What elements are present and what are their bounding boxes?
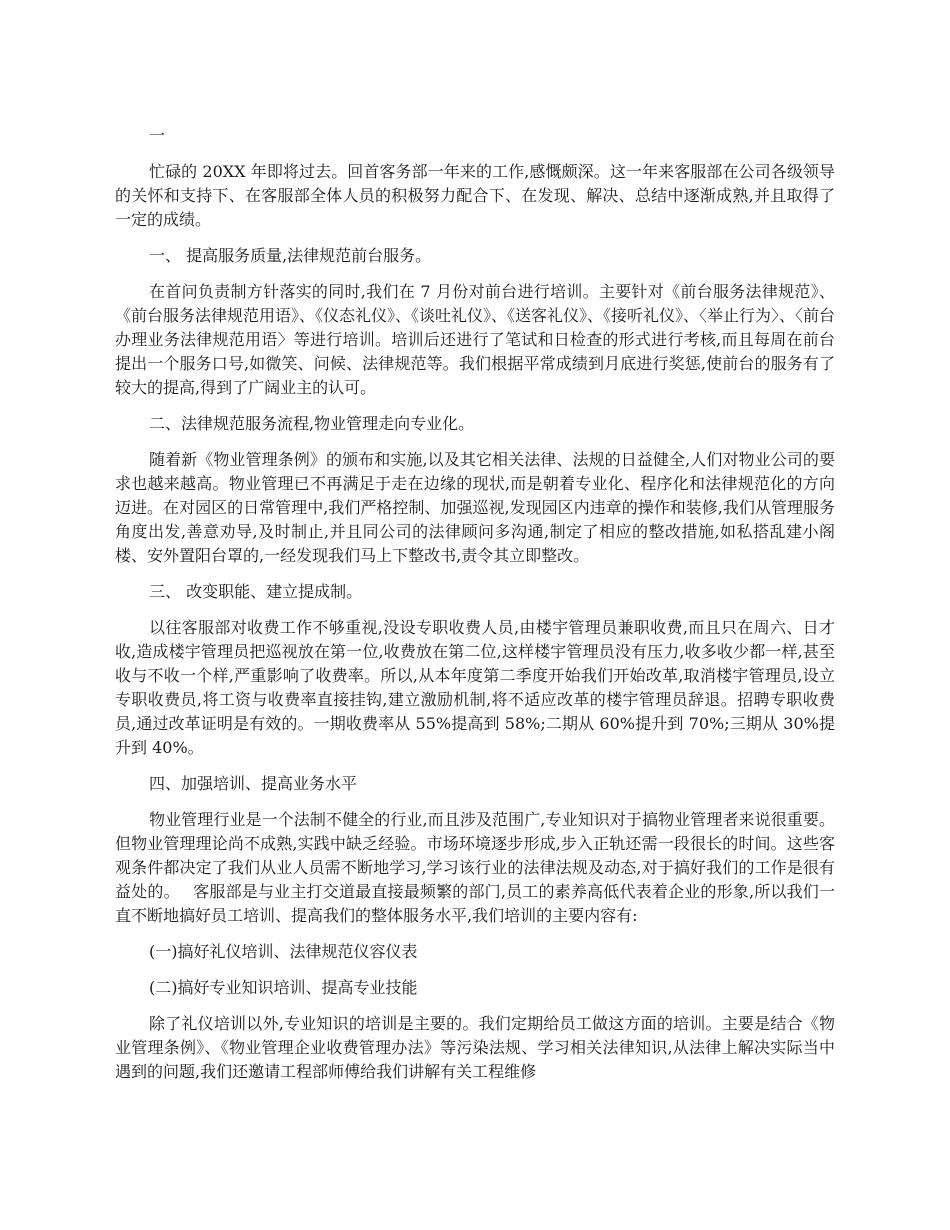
list-item-etiquette-training: (一)搞好礼仪培训、法律规范仪容仪表 [149, 942, 418, 961]
paragraph-training-importance: 物业管理行业是一个法制不健全的行业,而且涉及范围广,专业知识对于搞物业管理者来说很重要。但物业管理理论尚不成熟,实践中缺乏经验。市场环境逐步形成,步入正轨还需一段很长的时间。这些客观条件都决定了我们从业人员需不断地学习,学习该行业的法律法规及动态,对于搞好我们的工作是很有益处的。 客服部是与业主打交道最直接最频繁的部门,员工的素养高低代表着企业的形象,所以我们一直不断地搞好员工培训、提高我们的整体服务水平,我们培训的主要内容有: [115, 810, 835, 925]
heading-section-3: 三、 改变职能、建立提成制。 [149, 582, 363, 601]
intro-paragraph: 忙碌的 20XX 年即将过去。回首客务部一年来的工作,感慨颇深。这一年来客服部在公司各级领导的关怀和支持下、在客服部全体人员的积极努力配合下、在发现、解决、总结中逐渐成熟,并且取得了一定的成绩。 [115, 162, 835, 229]
section-number: 一 [149, 126, 166, 145]
heading-section-4: 四、加强培训、提高业务水平 [149, 774, 358, 793]
paragraph-front-desk-training: 在首问负责制方针落实的同时,我们在 7 月份对前台进行培训。主要针对《前台服务法律规范》、《前台服务法律规范用语》、《仪态礼仪》、《谈吐礼仪》、《送客礼仪》、《接听礼仪》、〈举止行为〉、〈前台办理业务法律规范用语〉等进行培训。培训后还进行了笔试和日检查的形式进行考核,而且每周在前台提出一个服务口号,如微笑、问候、法律规范等。我们根据平常成绩到月底进行奖惩,使前台的服务有了较大的提高,得到了广阔业主的认可。 [115, 282, 836, 397]
paragraph-fee-reform: 以往客服部对收费工作不够重视,没设专职收费人员,由楼宇管理员兼职收费,而且只在周六、日才收,造成楼宇管理员把巡视放在第一位,收费放在第二位,这样楼宇管理员没有压力,收多收少都一样,甚至收与不收一个样,严重影响了收费率。所以,从本年度第二季度开始我们开始改革,取消楼宇管理员,设立专职收费员,将工资与收费率直接挂钩,建立激励机制,将不适应改革的楼宇管理员辞退。招聘专职收费员,通过改革证明是有效的。一期收费率从 55%提高到 58%;二期从 60%提升到 70%;三期从 30%提升到 40%。 [115, 618, 835, 757]
list-item-professional-training: (二)搞好专业知识培训、提高专业技能 [149, 978, 418, 997]
document-body [115, 124, 835, 1096]
heading-section-1: 一、 提高服务质量,法律规范前台服务。 [149, 246, 432, 265]
heading-section-2: 二、法律规范服务流程,物业管理走向专业化。 [149, 414, 475, 433]
paragraph-property-regulations: 随着新《物业管理条例》的颁布和实施,以及其它相关法律、法规的日益健全,人们对物业公司的要求也越来越高。物业管理已不再满足于走在边缘的现状,而是朝着专业化、程序化和法律规范化的方向迈进。在对园区的日常管理中,我们严格控制、加强巡视,发现园区内违章的操作和装修,我们从管理服务角度出发,善意劝导,及时制止,并且同公司的法律顾问多沟通,制定了相应的整改措施,如私搭乱建小阁楼、安外置阳台罩的,一经发现我们马上下整改书,责令其立即整改。 [115, 450, 835, 565]
paragraph-professional-knowledge: 除了礼仪培训以外,专业知识的培训是主要的。我们定期给员工做这方面的培训。主要是结合《物业管理条例》、《物业管理企业收费管理办法》等污染法规、学习相关法律知识,从法律上解决实际当中遇到的问题,我们还邀请工程部师傅给我们讲解有关工程维修 [115, 1014, 835, 1081]
